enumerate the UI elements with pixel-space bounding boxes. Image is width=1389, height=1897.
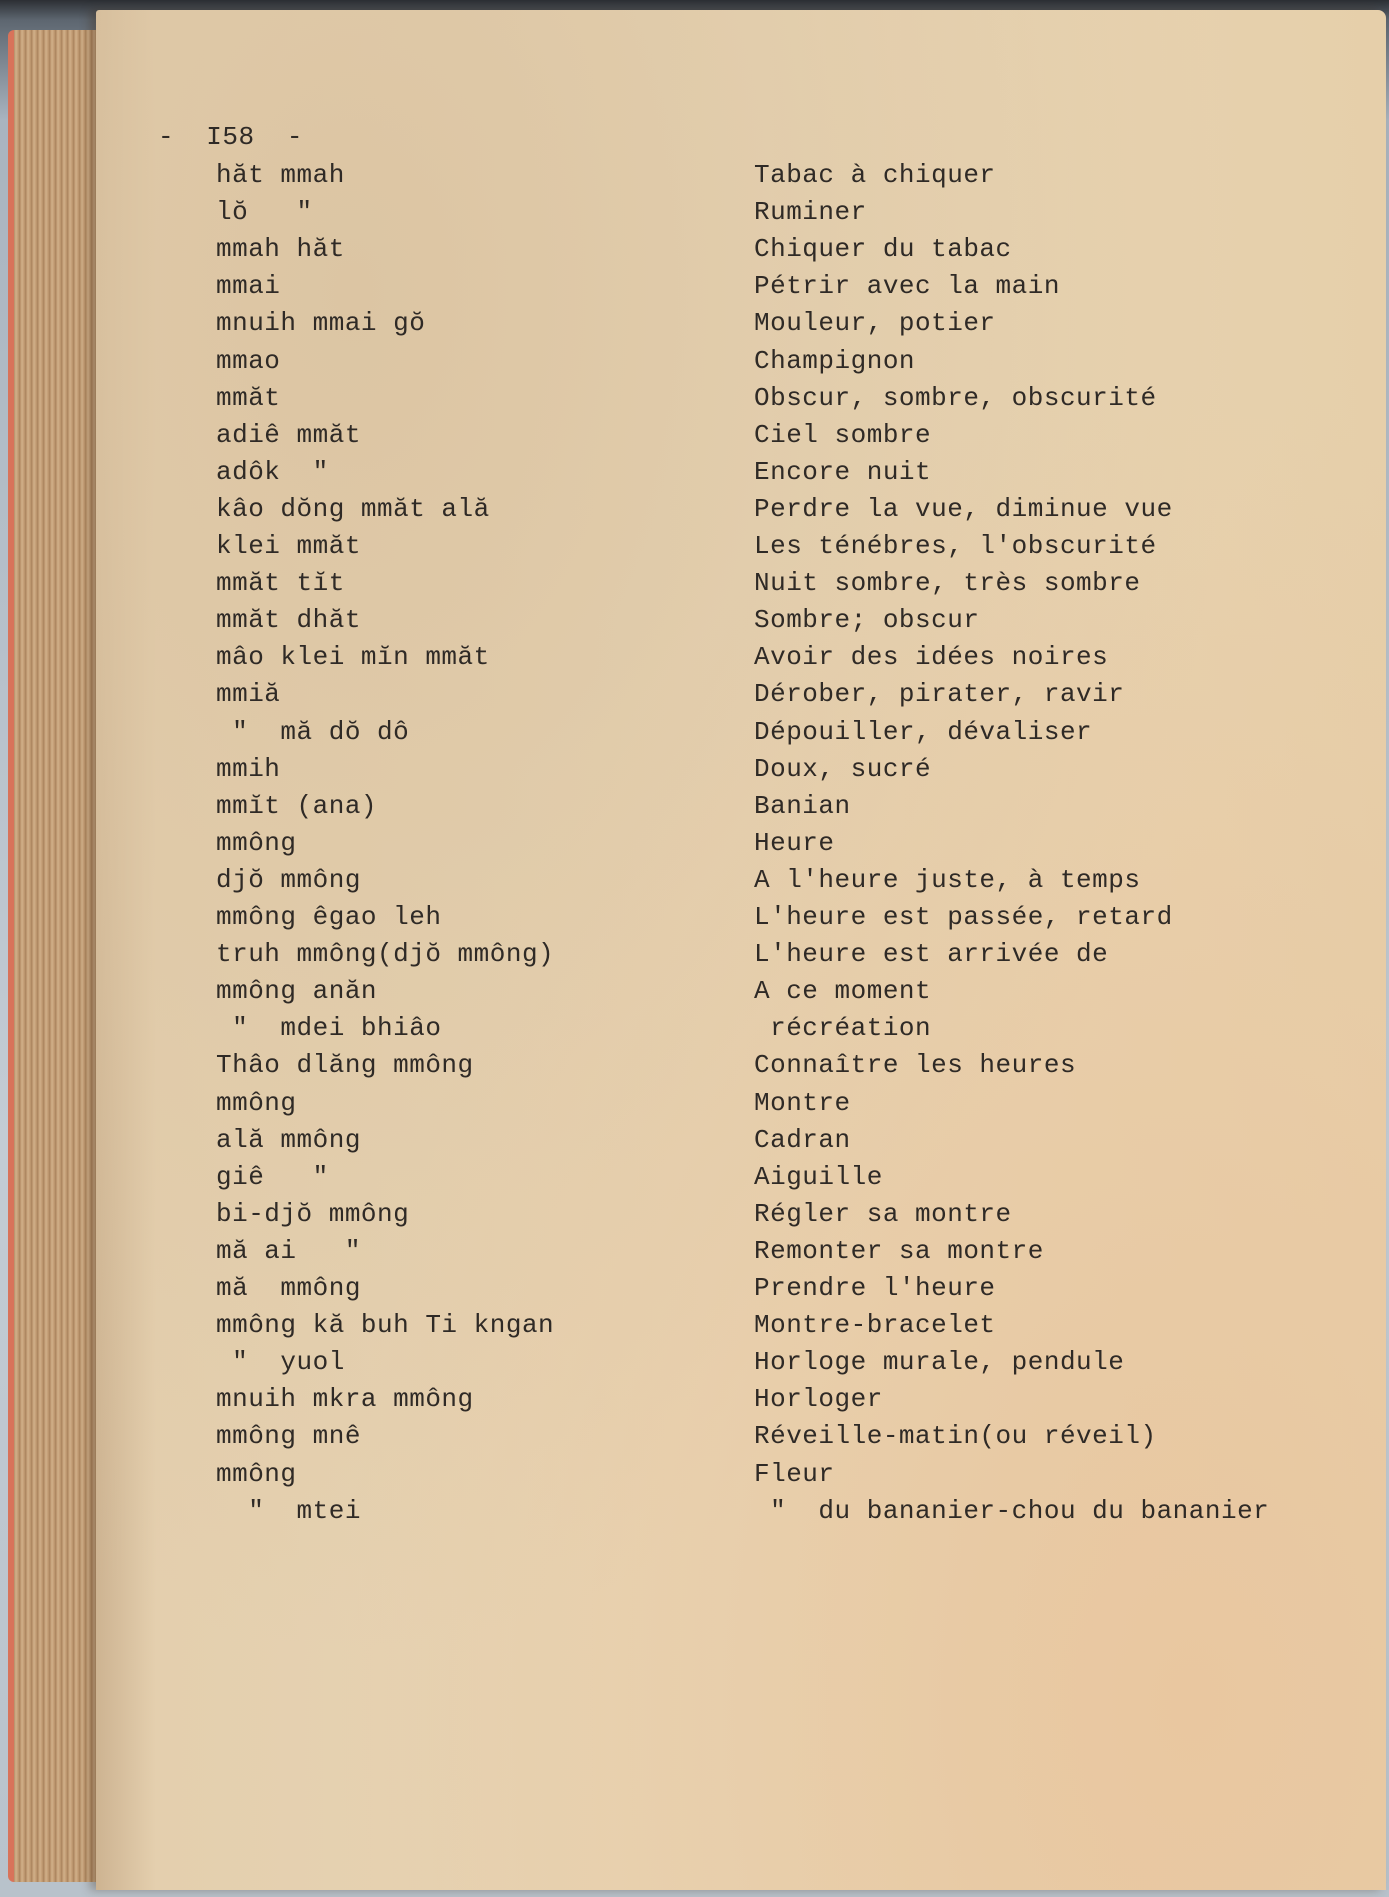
french-translation: Pétrir avec la main (754, 271, 1060, 302)
french-translation: récréation (754, 1013, 932, 1044)
rhade-term: " mă dŏ dô (216, 716, 410, 747)
entry-row (96, 1161, 1386, 1194)
entry-row (96, 1235, 1386, 1268)
french-translation: Dépouiller, dévaliser (754, 716, 1093, 747)
rhade-term: mmông anăn (216, 976, 378, 1007)
french-translation: Sombre; obscur (754, 605, 980, 636)
rhade-term: mnuih mkra mmông (216, 1384, 474, 1415)
french-translation: A ce moment (754, 976, 932, 1007)
rhade-term: " mdei bhiâo (216, 1013, 442, 1044)
entry-row (96, 1386, 1386, 1416)
rhade-term: mmăt dhăt (216, 605, 361, 636)
entry-row (96, 310, 1386, 340)
french-translation: Ruminer (754, 197, 867, 228)
french-translation: Nuit sombre, très sombre (754, 568, 1141, 599)
entry-row (96, 753, 1386, 786)
entry-row (96, 790, 1386, 823)
entry-row (96, 1124, 1386, 1157)
entry-row (96, 644, 1386, 674)
french-translation: Chiquer du tabac (754, 234, 1012, 265)
entry-row (96, 1349, 1386, 1379)
french-translation: Obscur, sombre, obscurité (754, 382, 1157, 413)
entry-row (96, 199, 1386, 229)
french-translation: Horloge murale, pendule (754, 1347, 1125, 1378)
rhade-term: giê " (216, 1161, 329, 1192)
entry-row (96, 236, 1386, 266)
rhade-term: djŏ mmông (216, 864, 361, 895)
french-translation: Perdre la vue, diminue vue (754, 493, 1173, 524)
french-translation: Avoir des idées noires (754, 642, 1109, 673)
rhade-term: adôk " (216, 456, 329, 487)
rhade-term: mmah hăt (216, 234, 345, 265)
french-translation: Régler sa montre (754, 1198, 1012, 1229)
rhade-term: mmông (216, 1087, 297, 1118)
entry-row (96, 1015, 1386, 1045)
french-translation: Aiguille (754, 1161, 883, 1192)
rhade-term: klei mmăt (216, 531, 361, 561)
entry-row (96, 419, 1386, 452)
book-page (96, 10, 1386, 1890)
rhade-term: mmăt (216, 382, 281, 413)
rhade-term: truh mmông(djŏ mmông) (216, 939, 555, 970)
entry-row (96, 1052, 1386, 1082)
french-translation: Remonter sa montre (754, 1235, 1044, 1266)
entry-row (96, 273, 1386, 303)
entry-row (96, 533, 1386, 563)
rhade-term: mmông êgao leh (216, 902, 442, 932)
entry-row (96, 1423, 1386, 1453)
rhade-term: " mtei (216, 1495, 361, 1526)
entry-row (96, 904, 1386, 934)
entry-row (96, 162, 1386, 192)
entry-row (96, 1312, 1386, 1342)
rhade-term: mmông (216, 1458, 297, 1489)
rhade-term: mmăt tĭt (216, 568, 345, 599)
french-translation: Fleur (754, 1458, 835, 1489)
entry-row (96, 1458, 1386, 1491)
french-translation: Réveille-matin(ou réveil) (754, 1421, 1157, 1452)
entry-row (96, 1495, 1386, 1528)
rhade-term: kâo dŏng mmăt ală (216, 493, 490, 524)
entry-row (96, 1198, 1386, 1231)
rhade-term: mă ai " (216, 1235, 361, 1266)
entry-row (96, 978, 1386, 1008)
entry-row (96, 1275, 1386, 1305)
rhade-term: mmông kă buh Ti kngan (216, 1310, 555, 1341)
rhade-term: lŏ " (216, 197, 313, 228)
rhade-term: mă mmông (216, 1273, 361, 1303)
rhade-term: ală mmông (216, 1124, 361, 1155)
rhade-term: mmih (216, 753, 281, 784)
entry-row (96, 493, 1386, 526)
french-translation: Mouleur, potier (754, 308, 996, 339)
rhade-term: adiê mmăt (216, 419, 361, 450)
french-translation: Heure (754, 827, 835, 858)
rhade-term: mmĭt (ana) (216, 790, 378, 821)
rhade-term: mmai (216, 271, 281, 302)
french-translation: " du bananier-chou du bananier (754, 1495, 1270, 1526)
entry-row (96, 1087, 1386, 1120)
french-translation: Montre-bracelet (754, 1310, 996, 1341)
book-page-edges (8, 30, 110, 1882)
french-translation: L'heure est passée, retard (754, 902, 1173, 932)
entry-row (96, 716, 1386, 749)
french-translation: Champignon (754, 345, 916, 376)
french-translation: Tabac à chiquer (754, 160, 996, 190)
entry-row (96, 607, 1386, 637)
french-translation: L'heure est arrivée de (754, 939, 1109, 970)
french-translation: Montre (754, 1087, 851, 1118)
french-translation: Banian (754, 790, 851, 821)
rhade-term: mmiă (216, 679, 281, 710)
rhade-term: Thâo dlăng mmông (216, 1050, 474, 1081)
french-translation: A l'heure juste, à temps (754, 864, 1141, 895)
entry-row (96, 864, 1386, 897)
rhade-term: " yuol (216, 1347, 345, 1378)
rhade-term: mmông (216, 827, 297, 858)
rhade-term: hăt mmah (216, 160, 345, 190)
entry-row (96, 382, 1386, 415)
french-translation: Dérober, pirater, ravir (754, 679, 1125, 710)
french-translation: Les ténébres, l'obscurité (754, 531, 1157, 561)
entry-row (96, 570, 1386, 600)
entry-row (96, 681, 1386, 711)
french-translation: Prendre l'heure (754, 1273, 996, 1303)
french-translation: Ciel sombre (754, 419, 932, 450)
rhade-term: mâo klei mĭn mmăt (216, 642, 490, 673)
page-number: - I58 - (158, 122, 303, 152)
french-translation: Cadran (754, 1124, 851, 1155)
entry-row (96, 827, 1386, 860)
entry-row (96, 456, 1386, 489)
french-translation: Encore nuit (754, 456, 932, 487)
entry-row (96, 345, 1386, 378)
french-translation: Doux, sucré (754, 753, 932, 784)
rhade-term: mnuih mmai gŏ (216, 308, 426, 339)
rhade-term: bi-djŏ mmông (216, 1198, 410, 1229)
french-translation: Connaître les heures (754, 1050, 1077, 1081)
french-translation: Horloger (754, 1384, 883, 1415)
rhade-term: mmông mnê (216, 1421, 361, 1452)
entry-row (96, 941, 1386, 971)
rhade-term: mmao (216, 345, 281, 376)
